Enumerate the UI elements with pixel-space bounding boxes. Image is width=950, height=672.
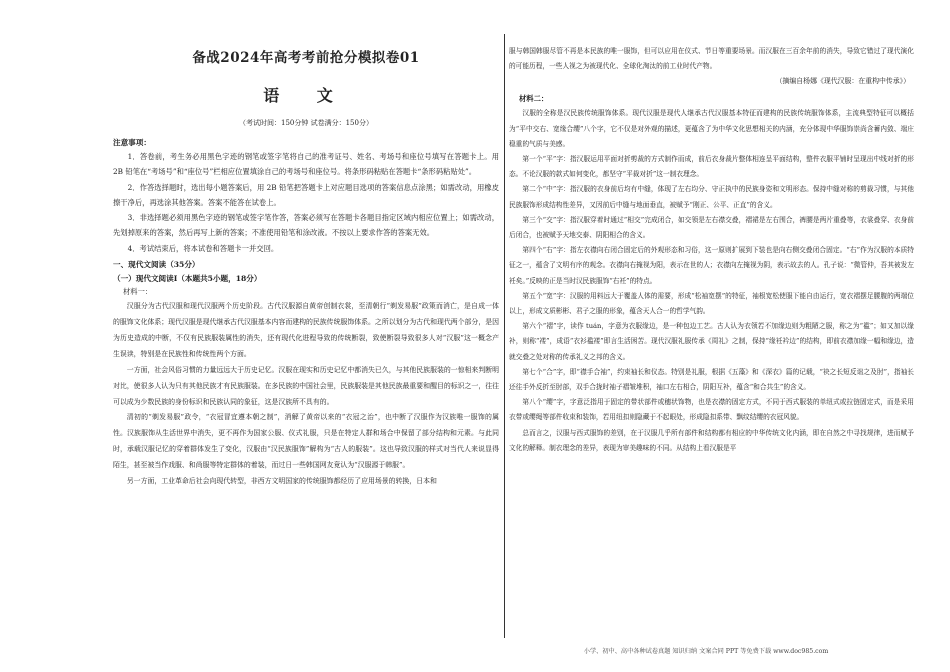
material2-paragraph: 第三个“交”字：指汉服穿着时通过“相交”完成闭合，如交领是左右襟交叠，褶裙是左右围合，裤腰是两片重叠等，衣裳叠穿、衣身前后闭合，也被赋予天地交泰、阴阳相合的含义。: [509, 215, 914, 240]
note-item: 2．作答选择题时，选出每小题答案后，用 2B 铅笔把答题卡上对应题目选项的答案信息点涂黑；如需改动，用橡皮擦干净后，再选涂其他答案。答案不能答在试卷上。: [113, 182, 499, 207]
material2-paragraph: 第二个“中”字：指汉服的衣身前后均有中缝，体现了左右均分、守正执中的民族身姿和文明形态。保持中缝对称的剪裁习惯，与其他民族服饰形成结构性差异，又因前后中缝与地面垂直，被赋予“刚正、公平、正直”的含义。: [509, 185, 914, 209]
material2-paragraph: 第一个“平”字：指汉服运用平面对折剪裁的方式制作而成，前后衣身裁片整体相连呈平面结构，整件衣服平铺时呈现出中线对折的形态。不论汉服的款式如何变化，都坚守“平裁对折”这一制衣理念。: [509, 155, 914, 179]
material2-paragraph: 第八个“缨”字，字意泛指用于固定的带状部件或穗状饰物，也是衣襟的固定方式，不同于西式服装的单纽式或拉链固定式，而是采用衣带或缨绳等部件收束和装饰，若用纽扣则隐藏于不起眼处，形成隐扣系带、飘纹结缨的衣冠风貌。: [509, 398, 914, 422]
left-column: [113, 40, 499, 490]
material2-label: 材料二：: [519, 94, 549, 104]
material1-paragraph: 清初的“剃发易服”政令，“衣冠冒宜遵本朝之制”，消解了黄帝以来的“衣冠之治”，也中断了汉服作为汉族唯一服饰的属性。汉族服饰从生活世界中消失，更不再作为国家公服、仪式礼服，只是在特定人群和场合中保留了部分结构和元素。与此同时，承载汉服记忆的穿着群体发生了变化，汉服由“汉民族服饰”解构为“古人的服装”。这也导致汉服的样式对当代人来说显得陌生，甚至被当作戏服、和尚服等特定群体的着装，而过日一些韩国网友竟认为“汉服源于韩服”。: [113, 413, 499, 470]
subsection-heading: （一）现代文阅读Ⅰ（本题共5小题，18分）: [113, 274, 262, 284]
material1-paragraph: 汉服分为古代汉服和现代汉服两个历史阶段。古代汉服源自黄帝创制衣裳，至清朝行“剃发易服”政策而消亡，是自成一体的服饰文化体系；现代汉服是现代继承古代汉服基本内容而建构的民族传统服饰体系。之所以划分为古代和现代两个部分，是因为历史造成的中断，不仅有民族服装属性的消失，还有现代化进程导致的传统断裂，致使断裂导致很多人对“汉服”这一概念产生误读，特别是在民族性和传统性两个方面。: [113, 302, 499, 358]
material1-label: 材料一：: [123, 287, 153, 297]
note-item: 3．非选择题必须用黑色字迹的钢笔或签字笔作答，答案必须写在答题卡各题目指定区域内相应位置上；如需改动，先划掉原来的答案，然后再写上新的答案；不准使用铅笔和涂改液。不按以上要求作答的答案无效。: [113, 213, 499, 238]
right-column: [509, 44, 914, 456]
material2-paragraph: 第七个“合”字，即“襟手合袖”，约束袖长和仪态。特别是礼服，根据《五藻》和《深衣》篇的记载，“袂之长短反诎之及肘”，指袖长还往手外反折至肘部，双手合拢时袖子褶皱堆积，袖口左右相合，阴阳互补，蕴含“和合共生”的含义。: [509, 367, 914, 392]
material2-paragraph: 第四个“右”字：指左衣襟向右闭合固定后的外观形态和习俗，这一原则扩展到下装也是向右侧交叠闭合固定。“右”作为汉服的本质特征之一，蕴含了文明有序的观念。衣襟向右掩视为阳，表示在世的人；衣襟向左掩视为阴，表示故去的人。孔子说：“微管仲，吾其被发左衽矣。”反映的正是当时汉民族服饰“右衽”的特点。: [509, 246, 914, 285]
column-divider: [504, 34, 505, 638]
material2-paragraph: 汉服的全称是汉民族传统服饰体系。现代汉服是现代人继承古代汉服基本特征而建构的民族传统服饰体系，主流典型特征可以概括为“平中交右、宽缘合缨”八个字，它不仅是对外观的描述，更蕴含了为中华文化思想相关的内涵，充分体现中华服饰崇尚含蓄内敛、端庄稳重的气质与美感。: [509, 109, 914, 148]
material2-paragraph: 第五个“宽”字：汉服的用料远大于覆盖人体的需要，形成“松袖宽摆”的特征，袖根宽松使服下能自由运行，宽衣褶摆足腰腹的两端位以上，形成文质彬彬、君子之服的形象，蕴含天人合一的哲学气韵。: [509, 291, 914, 316]
material2-paragraph: 第六个“褶”字，读作 tuán，字意为衣服缘边，是一种包边工艺。古人认为衣领若不加缘边则为粗陋之服，称之为“褴”；如又加以缘补，则称“褛”，成语“衣衫褴褛”即言生活困苦。现代汉服礼服传承《周礼》之制，保持“缘衽衿边”的结构，即前衣襟加缘一幅和缘边，造就交叠之处对称的传承礼义之邦的含义。: [509, 322, 914, 361]
exam-info: （考试时间：150分钟 试卷满分：150分）: [239, 119, 373, 127]
note-item: 1．答卷前，考生务必用黑色字迹的钢笔或签字笔将自己的准考证号、姓名、考场号和座位号填写在答题卡上。用 2B 铅笔在“考场号”和“座位号”栏相应位置填涂自己的考场号和座位号。将条形码粘贴在答题卡“条形码粘贴处”。: [113, 152, 499, 177]
page-footer: 小学、初中、高中各种试卷真题 知识归纳 文案合同 PPT 等免费下载 www.doc985.com: [583, 648, 829, 655]
material1-paragraph: 另一方面，工业革命后社会向现代转型，非西方文明国家的传统服饰都经历了应用场景的转换，日本和: [126, 477, 437, 486]
material2-paragraph: 总而言之，汉服与西式服饰的差别，在于汉服几乎所有部件和结构都有相应的中华传统文化内涵，即在自然之中寻找规律，进而赋予文化的解释。制衣理念的差异，表现为审美趣味的不同。从结构上看汉服是平: [509, 428, 914, 452]
section-heading: 一、现代文阅读（35分）: [113, 260, 200, 270]
material1-source: （摘编自杨娜《现代汉服：在重构中传承》）: [775, 77, 910, 86]
note-item: 4．考试结束后，将本试卷和答题卡一并交回。: [127, 243, 279, 253]
subject-title: 语 文: [263, 86, 349, 105]
document-title: 备战2024年高考考前抢分模拟卷01: [192, 50, 420, 66]
material1-continuation: 服与韩国韩服尽管不再是本民族的唯一服饰，但可以应用在仪式、节日等重要场景。而汉服在三百余年前的消失，导致它错过了现代演化的可能历程，一些人视之为被现代化、全球化淘汰的前工业时代产物。: [509, 47, 914, 71]
notes-heading: 注意事项：: [113, 138, 151, 147]
material1-paragraph: 一方面，社会风俗习惯的力量远远大于历史记忆。汉服在现实和历史记忆中都消失已久，与其他民族服装的一惊相来判断明对比，使很多人认为只有其他民族才有民族服装。在多民族的中国社会里，民族服装是其他民族最重要和醒目的标识之一，往往可以成为少数民族的身份标识和民族认同的象征，这是汉族所不具有的。: [113, 365, 499, 406]
